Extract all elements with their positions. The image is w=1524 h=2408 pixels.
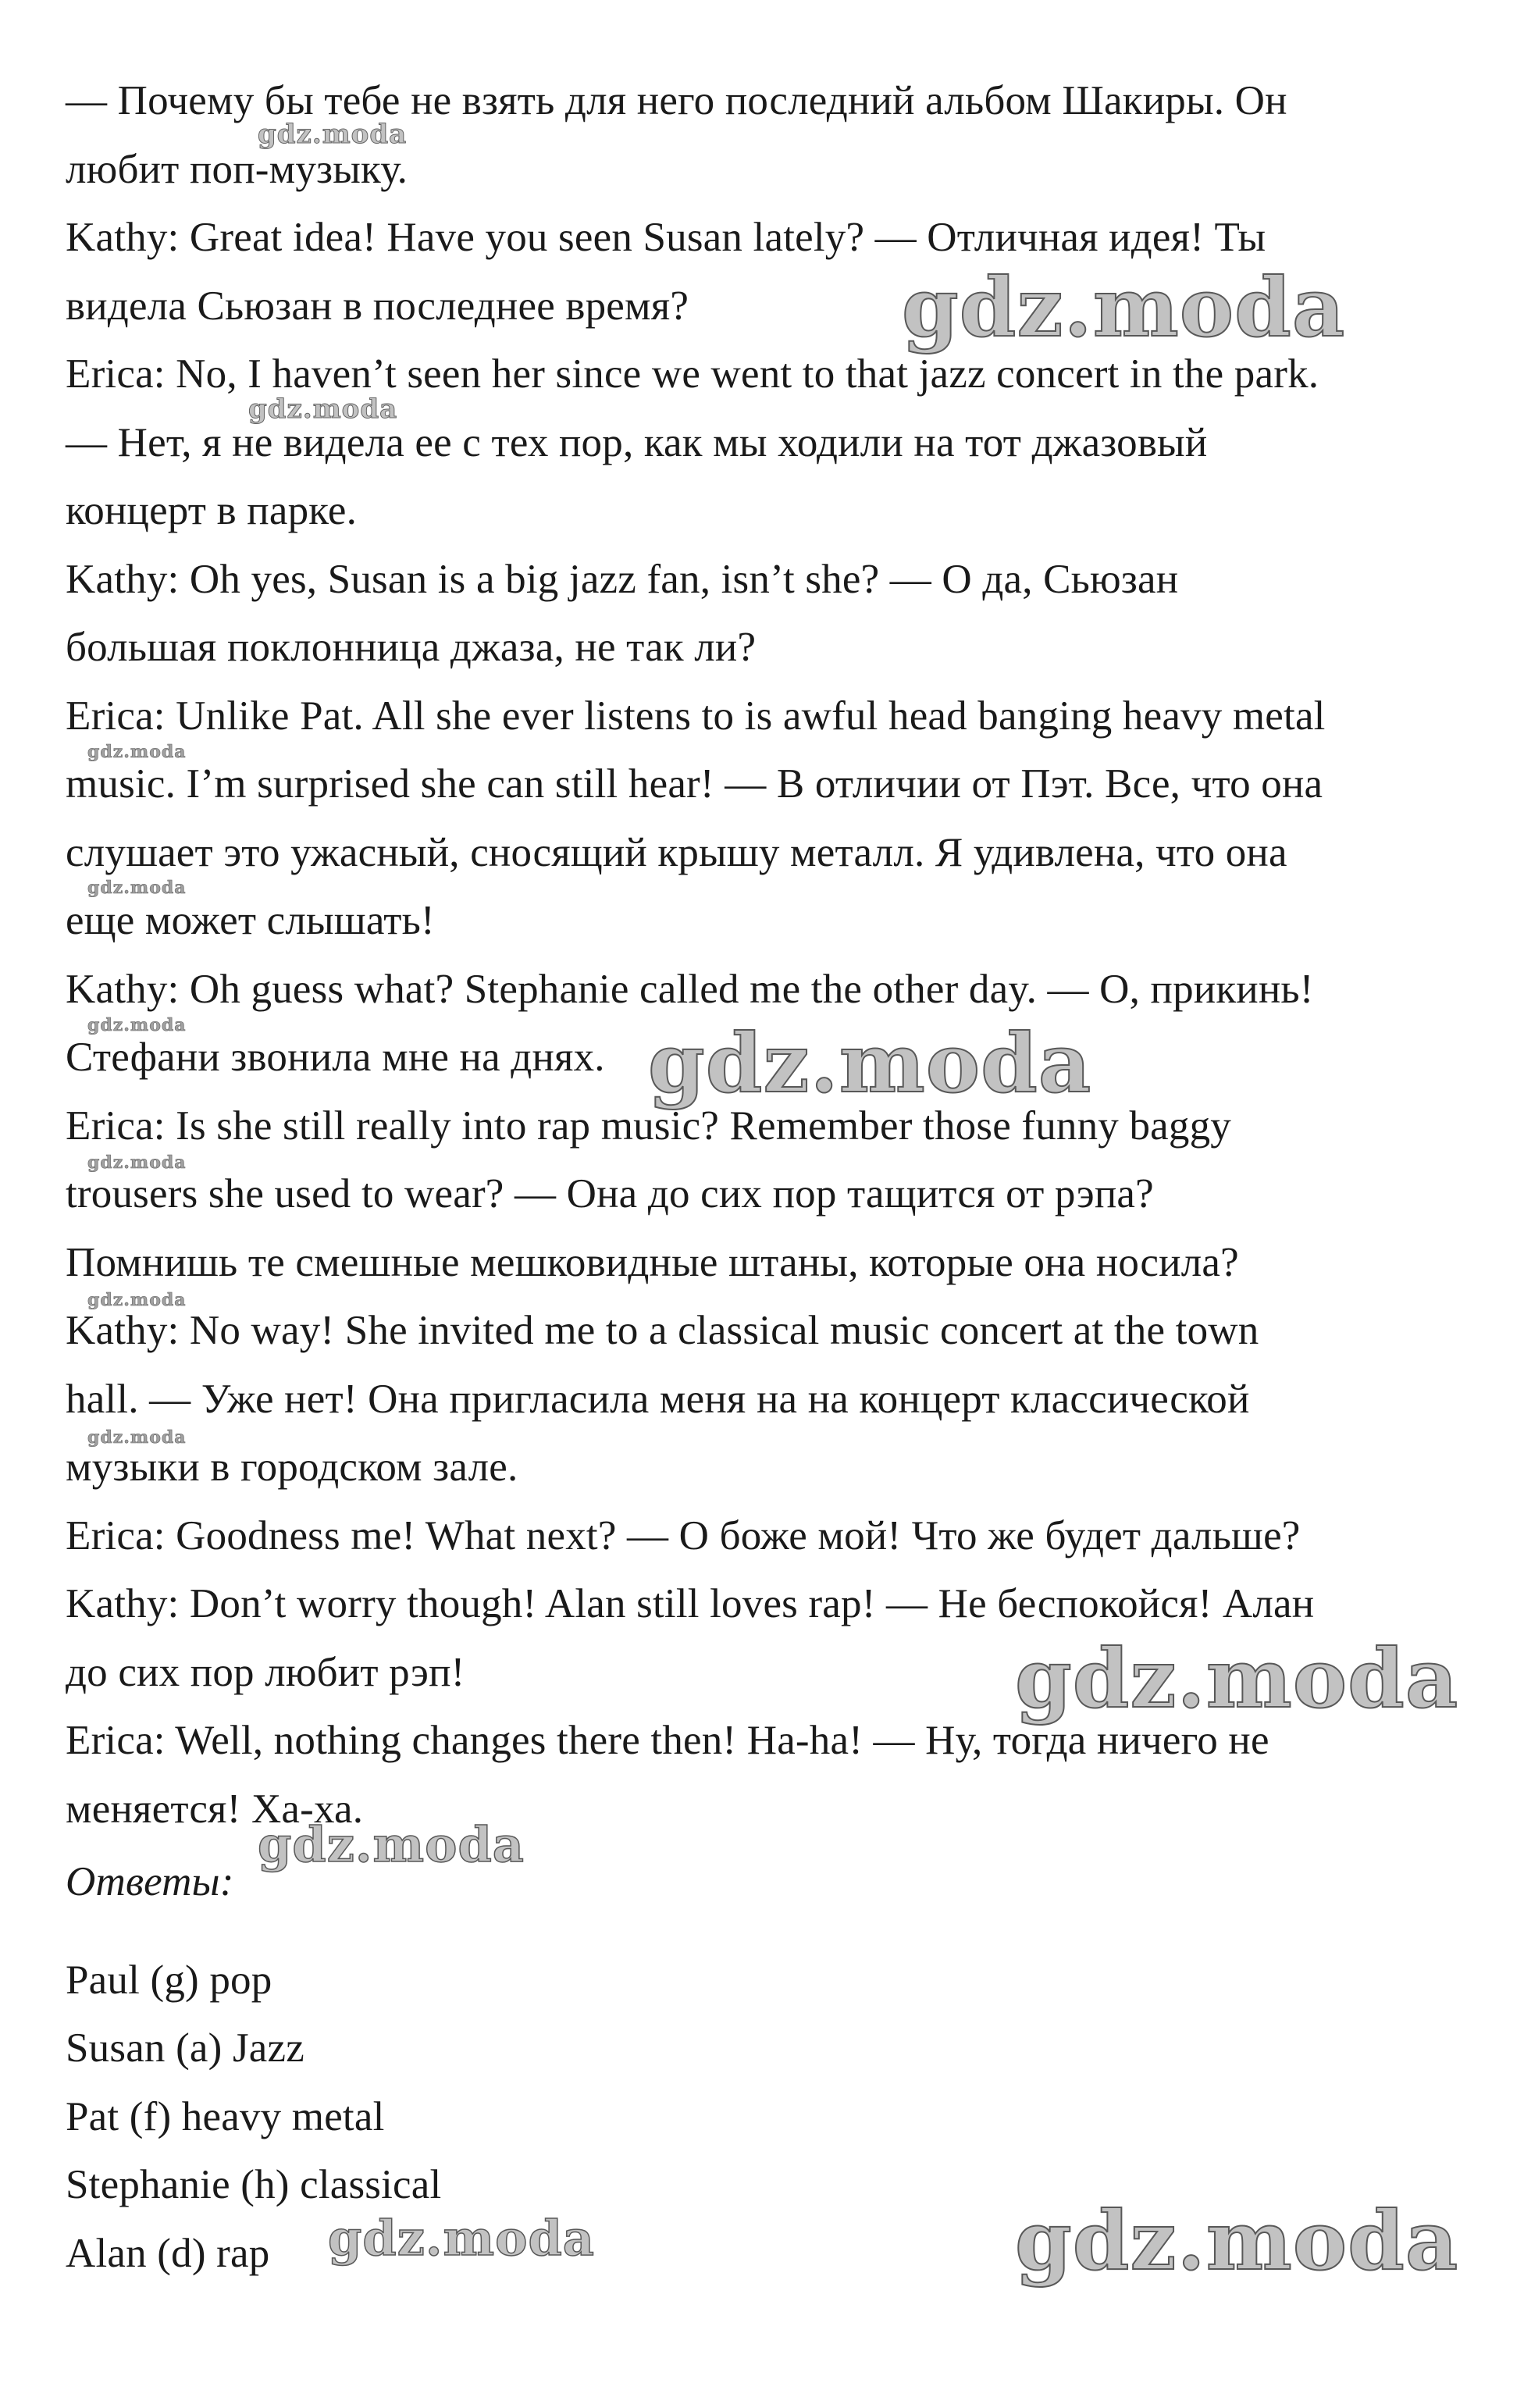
dialogue-line: до сих пор любит рэп! [66, 1649, 465, 1695]
dialogue-line: Kathy: Great idea! Have you seen Susan lately? — Отличная идея! Ты [66, 215, 1266, 260]
dialogue-line: hall. — Уже нет! Она пригласила меня на на концерт классической [66, 1376, 1250, 1422]
dialogue-line: любит поп-музыку. [66, 146, 408, 192]
answer-item: Paul (g) pop [66, 1957, 272, 2003]
dialogue-line: Erica: Well, nothing changes there then! Ha-ha! — Ну, тогда ничего не [66, 1718, 1269, 1763]
watermark: gdz.moda [87, 1427, 187, 1448]
dialogue-line: Стефани звонила мне на днях. [66, 1035, 605, 1080]
watermark: gdz.moda [648, 1015, 1092, 1111]
answer-item: Susan (a) Jazz [66, 2025, 304, 2071]
dialogue-line: видела Сьюзан в последнее время? [66, 283, 689, 329]
watermark: gdz.moda [258, 1816, 525, 1873]
watermark: gdz.moda [248, 394, 398, 425]
dialogue-line: Kathy: Don’t worry though! Alan still loves rap! — Не беспокойся! Алан [66, 1581, 1315, 1626]
dialogue-line: Помнишь те смешные мешковидные штаны, которые она носила? [66, 1239, 1239, 1285]
watermark: gdz.moda [87, 1152, 187, 1173]
dialogue-line: music. I’m surprised she can still hear! — В отличии от Пэт. Все, что она [66, 761, 1323, 807]
answers-list [66, 1947, 1455, 2289]
dialogue-line: Kathy: Oh yes, Susan is a big jazz fan, isn’t she? — О да, Сьюзан [66, 556, 1179, 602]
dialogue-line: — Нет, я не видела ее с тех пор, как мы ходили на тот джазовый [66, 419, 1208, 465]
watermark: gdz.moda [87, 878, 187, 898]
answer-item: Pat (f) heavy metal [66, 2093, 385, 2139]
watermark: gdz.moda [258, 119, 408, 150]
dialogue-line: еще может слышать! [66, 898, 435, 943]
document-page [66, 67, 1455, 2288]
dialogue-block [66, 67, 1455, 1843]
dialogue-line: большая поклонница джаза, не так ли? [66, 625, 757, 670]
watermark: gdz.moda [1015, 1630, 1459, 1726]
watermark: gdz.moda [87, 1290, 187, 1310]
watermark: gdz.moda [1015, 2192, 1459, 2289]
answers-heading: Ответы: [66, 1859, 234, 1904]
answer-item: Stephanie (h) classical [66, 2162, 442, 2207]
watermark: gdz.moda [87, 742, 187, 762]
watermark: gdz.moda [87, 1015, 187, 1035]
dialogue-line: музыки в городском зале. [66, 1444, 518, 1490]
answer-item: Alan (d) rap [66, 2230, 270, 2276]
watermark: gdz.moda [902, 259, 1346, 355]
dialogue-line: trousers she used to wear? — Она до сих пор тащится от рэпа? [66, 1171, 1154, 1216]
dialogue-line: слушает это ужасный, сносящий крышу металл. Я удивлена, что она [66, 829, 1287, 875]
dialogue-line: Erica: Unlike Pat. All she ever listens to is awful head banging heavy metal [66, 693, 1326, 739]
dialogue-line: Kathy: Oh guess what? Stephanie called me the other day. — О, прикинь! [66, 966, 1314, 1012]
dialogue-line: Erica: Goodness me! What next? — О боже мой! Что же будет дальше? [66, 1512, 1301, 1558]
dialogue-line: концерт в парке. [66, 488, 358, 533]
dialogue-line: Erica: Is she still really into rap music? Remember those funny baggy [66, 1102, 1231, 1149]
dialogue-line: меняется! Ха-ха. [66, 1786, 364, 1832]
dialogue-line: Erica: No, I haven’t seen her since we went to that jazz concert in the park. [66, 351, 1319, 397]
watermark: gdz.moda [328, 2210, 595, 2267]
dialogue-line: Kathy: No way! She invited me to a classical music concert at the town [66, 1308, 1259, 1353]
dialogue-line: — Почему бы тебе не взять для него последний альбом Шакиры. Он [66, 78, 1287, 123]
